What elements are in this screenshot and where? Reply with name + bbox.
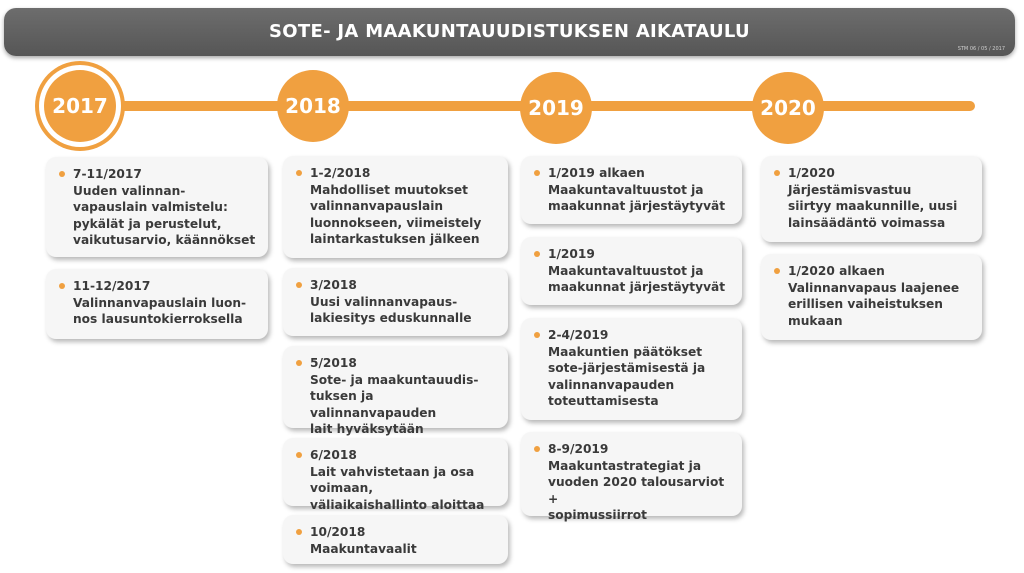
- milestone-card: [521, 156, 742, 224]
- milestone-date: 1/2020: [788, 166, 835, 180]
- bullet-icon: [534, 332, 540, 338]
- milestone-card: [283, 156, 508, 258]
- milestone-card: [761, 254, 982, 340]
- milestone-text: Maakuntavaalit: [310, 541, 417, 556]
- bullet-icon: [296, 170, 302, 176]
- bullet-icon: [534, 446, 540, 452]
- milestone-text: Uusi valinnanvapaus- lakiesitys eduskunnalle: [310, 294, 472, 325]
- bullet-icon: [296, 360, 302, 366]
- milestone-date: 2-4/2019: [548, 328, 609, 342]
- milestone-date: 8-9/2019: [548, 442, 609, 456]
- milestone-text: Maakuntavaltuustot ja maakunnat järjestäytyvät: [548, 182, 726, 213]
- milestone-card: [521, 237, 742, 305]
- year-marker-2019: 2019: [520, 72, 592, 144]
- milestone-date: 10/2018: [310, 525, 366, 539]
- milestone-date: 11-12/2017: [73, 279, 151, 293]
- milestone-text: Valinnanvapauslain luon- nos lausuntokierroksella: [73, 295, 247, 326]
- milestone-card: [521, 318, 742, 420]
- milestone-date: 5/2018: [310, 356, 357, 370]
- milestone-card: [761, 156, 982, 242]
- milestone-date: 7-11/2017: [73, 167, 142, 181]
- year-marker-2018: 2018: [277, 70, 349, 142]
- bullet-icon: [296, 282, 302, 288]
- milestone-date: 1/2020 alkaen: [788, 264, 885, 278]
- milestone-date: 1-2/2018: [310, 166, 371, 180]
- bullet-icon: [59, 171, 65, 177]
- bullet-icon: [534, 170, 540, 176]
- milestone-card: [521, 432, 742, 522]
- bullet-icon: [774, 268, 780, 274]
- title-banner: [4, 8, 1015, 56]
- bullet-icon: [534, 251, 540, 257]
- page-title: SOTE- JA MAAKUNTAUUDISTUKSEN AIKATAULU: [269, 21, 750, 42]
- milestone-date: 3/2018: [310, 278, 357, 292]
- milestone-text: Sote- ja maakuntauudis- tuksen ja valinnanvapauden lait hyväksytään: [310, 372, 479, 436]
- milestone-date: 1/2019 alkaen: [548, 166, 645, 180]
- milestone-card: [283, 346, 508, 436]
- milestone-card: [46, 269, 268, 339]
- bullet-icon: [774, 170, 780, 176]
- milestone-date: 6/2018: [310, 448, 357, 462]
- milestone-text: Mahdolliset muutokset valinnanvapauslain luonnokseen, viimeistely laintarkastuksen jälkeen: [310, 182, 482, 246]
- bullet-icon: [296, 529, 302, 535]
- year-marker-2020: 2020: [752, 72, 824, 144]
- milestone-card: [283, 515, 508, 564]
- milestone-date: 1/2019: [548, 247, 595, 261]
- milestone-text: Maakuntien päätökset sote-järjestämisestä ja valinnanvapauden toteuttamisesta: [548, 344, 706, 408]
- bullet-icon: [59, 283, 65, 289]
- milestone-text: Maakuntavaltuustot ja maakunnat järjestäytyvät: [548, 263, 726, 294]
- milestone-text: Järjestämisvastuu siirtyy maakunnille, uusi lainsäädäntö voimassa: [788, 182, 958, 230]
- milestone-text: Valinnanvapaus laajenee erillisen vaiheistuksen mukaan: [788, 280, 960, 328]
- milestone-card: [46, 157, 268, 257]
- bullet-icon: [296, 452, 302, 458]
- milestone-card: [283, 268, 508, 336]
- year-marker-2017: 2017: [44, 70, 116, 142]
- milestone-card: [283, 438, 508, 512]
- document-reference: STM 06 / 05 / 2017: [957, 46, 1005, 52]
- milestone-text: Maakuntastrategiat ja vuoden 2020 talousarviot + sopimussiirrot: [548, 458, 725, 522]
- milestone-text: Lait vahvistetaan ja osa voimaan, väliaikaishallinto aloittaa: [310, 464, 485, 512]
- milestone-text: Uuden valinnan- vapauslain valmistelu: pykälät ja perustelut, vaikutusarvio, käännökset: [73, 183, 256, 247]
